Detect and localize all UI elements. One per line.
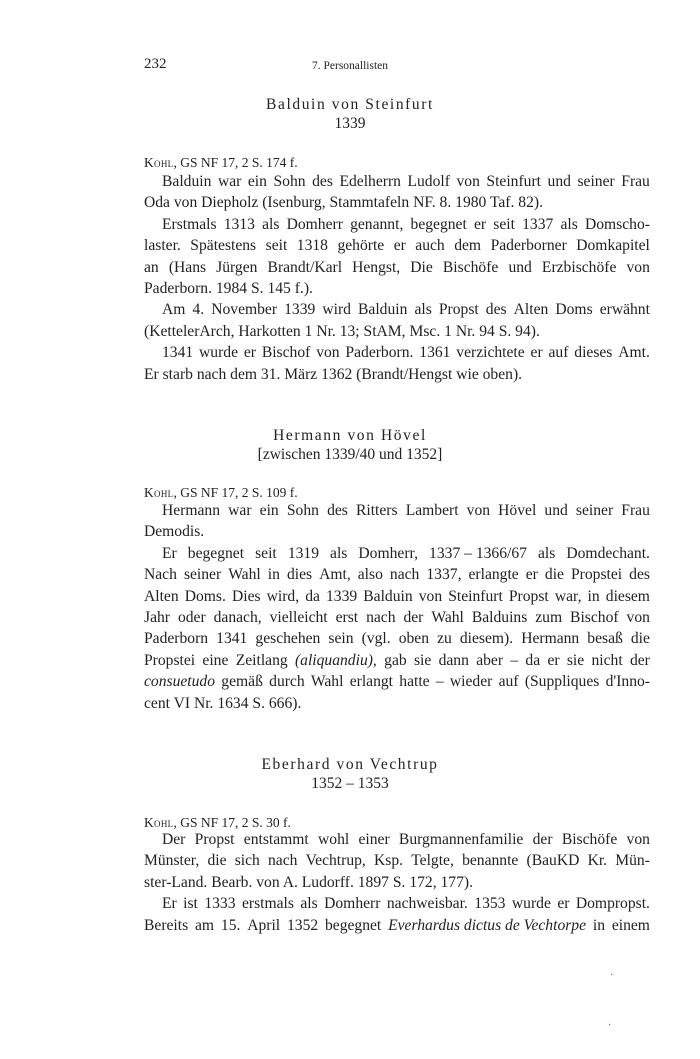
text-line: [144, 915, 650, 936]
word: Domherr,: [358, 544, 418, 562]
word: Spätestens: [190, 237, 257, 255]
word: seiner: [575, 502, 614, 519]
word: Mün-: [615, 852, 650, 870]
word: November: [211, 301, 278, 319]
word: (KettelerArch, Harkotten 1 Nr. 13; StAM, Msc. 1 Nr. 94 S. 94).: [144, 322, 540, 340]
word: Erzbischöfe: [541, 258, 617, 276]
text-line: [144, 214, 650, 235]
word: des: [327, 502, 348, 519]
word: auch: [415, 237, 445, 255]
word: nach: [268, 852, 298, 870]
word: des: [312, 173, 333, 190]
word: –: [510, 651, 519, 669]
word: des: [629, 566, 650, 584]
word: Telgte,: [411, 852, 454, 870]
word: wurde: [199, 344, 239, 362]
word: entstammt: [243, 831, 309, 848]
reference-line: [144, 485, 298, 501]
word: Alten: [513, 301, 549, 319]
word: geschehen: [255, 630, 321, 648]
word: 4.: [192, 301, 205, 319]
running-head: 7. Personallisten: [311, 60, 389, 72]
word: Amt,: [319, 566, 351, 584]
text-line: [144, 257, 650, 278]
word: von: [626, 831, 650, 848]
word: d'Inno-: [605, 673, 650, 691]
text-line: [144, 893, 650, 914]
word: (aliquandiu),: [294, 651, 377, 669]
word: Paderborn.: [345, 344, 414, 362]
word: Er starb nach dem 31. März 1362 (Brandt/Hengst wie oben).: [144, 365, 523, 383]
text-line: [144, 235, 650, 256]
text-line: [144, 872, 650, 893]
entry-dates: [zwischen 1339/40 und 1352]: [257, 446, 443, 463]
word: sein: [328, 630, 354, 648]
word: erst: [335, 608, 359, 626]
word: und: [508, 258, 532, 276]
word: Everhardus dictus de Vechtorpe: [388, 916, 587, 934]
word: Kr.: [587, 852, 608, 870]
word: hatte: [399, 673, 430, 691]
word: der: [629, 651, 650, 669]
word: Hermann: [521, 630, 580, 648]
scan-speck: ·: [608, 1020, 612, 1031]
word: (BauKD: [526, 852, 580, 870]
text-line: [144, 628, 650, 649]
text-line: [144, 586, 650, 607]
word: oder: [177, 608, 206, 626]
word: begegnet: [187, 544, 245, 562]
entry-name: Eberhard von Vechtrup: [261, 756, 439, 773]
word: 1339: [284, 301, 316, 319]
text-line: [144, 521, 650, 542]
reference-author: Kohl: [144, 155, 174, 170]
word: dem: [454, 237, 482, 255]
word: nach: [366, 608, 396, 626]
entry-name: Balduin von Steinfurt: [266, 96, 434, 113]
word: und: [544, 502, 568, 519]
word: diesem).: [459, 630, 514, 648]
word: Zeitlang: [235, 651, 288, 669]
word: Domkapitel: [576, 237, 650, 255]
word: Ritters: [355, 502, 398, 519]
word: danach,: [213, 608, 262, 626]
page-number: 232: [144, 56, 167, 72]
word: also: [357, 566, 383, 584]
word: 1352: [286, 916, 319, 934]
word: Bischöfe: [442, 258, 499, 276]
word: zum: [535, 608, 563, 626]
word: in: [267, 566, 280, 584]
word: 1313: [223, 215, 255, 233]
word: als: [560, 215, 578, 233]
word: als: [262, 215, 280, 233]
word: Demodis.: [144, 523, 205, 541]
word: gab: [384, 651, 407, 669]
word: die: [544, 566, 564, 584]
word: an: [144, 258, 159, 276]
entry-name: Hermann von Hövel: [273, 427, 427, 444]
word: cent VI Nr. 1634 S. 666).: [144, 694, 302, 712]
word: 1341: [162, 344, 194, 362]
word: ein: [247, 173, 267, 190]
word: Bischof: [261, 344, 311, 362]
word: einem: [611, 916, 650, 934]
word: nachweisbar.: [386, 895, 468, 913]
word: Nach: [144, 566, 177, 584]
word: wieder: [449, 673, 493, 691]
word: zu: [437, 630, 452, 648]
word: Münster,: [144, 852, 200, 870]
word: Burgmannenfamilie: [398, 831, 524, 848]
word: Ksp.: [374, 852, 404, 870]
text-line: [144, 671, 650, 692]
word: begegnet: [324, 916, 382, 934]
word: Alten: [144, 587, 179, 605]
word: begegnet: [410, 215, 467, 233]
word: wurde: [511, 895, 551, 913]
word: nicht: [591, 651, 623, 669]
word: laster.: [144, 237, 181, 255]
word: als: [330, 544, 348, 562]
word: 1353: [474, 895, 506, 913]
entry-body: [144, 829, 650, 936]
word: die: [207, 852, 227, 870]
reference-author: Kohl: [144, 485, 174, 500]
word: von: [626, 258, 650, 276]
word: war,: [554, 587, 582, 605]
word: auf: [498, 673, 519, 691]
word: als: [300, 895, 318, 913]
word: sie: [566, 651, 585, 669]
word: Sohn: [286, 502, 319, 519]
word: Doms.: [184, 587, 226, 605]
word: Wahl: [310, 673, 344, 691]
word: 1337,: [426, 566, 462, 584]
word: von: [456, 173, 480, 190]
text-line: [144, 192, 650, 213]
text-line: [144, 342, 650, 363]
word: April: [247, 916, 281, 934]
word: dieses: [574, 344, 613, 362]
word: Dompropst.: [575, 895, 650, 913]
word: er: [473, 215, 487, 233]
word: Domherr: [286, 215, 343, 233]
word: seit: [255, 544, 277, 562]
word: Jahr: [144, 608, 170, 626]
word: (Suppliques: [524, 673, 600, 691]
word: Steinfurt: [448, 587, 503, 605]
text-line: [144, 364, 650, 385]
word: 1333: [204, 895, 236, 913]
word: 1318: [296, 237, 328, 255]
word: ist: [183, 895, 198, 913]
word: aber: [476, 651, 504, 669]
word: Oda von Diepholz (Isenburg, Stammtafeln NF. 8. 1980 Taf. 82).: [144, 194, 543, 212]
word: Frau: [621, 173, 650, 190]
word: da: [525, 651, 541, 669]
word: Domherr: [324, 895, 381, 913]
word: 1337: [522, 215, 554, 233]
word: seit: [493, 215, 515, 233]
word: er: [525, 566, 538, 584]
reference-citation: , GS NF 17, 2 S. 30 f.: [173, 815, 291, 830]
word: als: [538, 544, 556, 562]
word: Paderborner: [490, 237, 567, 255]
word: Wahl: [228, 566, 261, 584]
text-line: [144, 829, 650, 850]
word: Hengst,: [352, 258, 401, 276]
word: 1319: [287, 544, 319, 562]
word: von: [418, 587, 443, 605]
word: Balduin: [162, 173, 212, 190]
word: Propst: [194, 831, 235, 848]
word: sich: [234, 852, 260, 870]
word: wohl: [318, 831, 350, 848]
word: Brandt/Karl: [267, 258, 343, 276]
entry-dates: 1339: [334, 115, 366, 132]
word: die: [630, 630, 650, 648]
reference-author: Kohl: [144, 815, 174, 830]
word: sie: [413, 651, 432, 669]
word: vielleicht: [269, 608, 328, 626]
word: er: [547, 651, 560, 669]
word: Paderborn: [144, 630, 209, 648]
word: benannte: [462, 852, 519, 870]
word: in: [587, 587, 600, 605]
word: Hövel: [498, 502, 537, 519]
word: besaß: [587, 630, 623, 648]
word: Balduins: [471, 608, 528, 626]
scan-speck: ·: [610, 970, 614, 981]
word: war: [228, 502, 252, 519]
word: Frau: [621, 502, 650, 519]
word: da: [305, 587, 320, 605]
word: dann: [438, 651, 469, 669]
word: Bereits: [144, 916, 189, 934]
word: Propst: [508, 587, 549, 605]
word: in: [592, 916, 605, 934]
word: Er: [162, 544, 177, 562]
text-line: [144, 607, 650, 628]
reference-citation: , GS NF 17, 2 S. 174 f.: [173, 155, 298, 170]
word: und: [547, 173, 571, 190]
word: Erstmals: [162, 215, 217, 233]
word: des: [485, 301, 507, 319]
entry-dates: 1352 – 1353: [311, 775, 389, 792]
word: auf: [548, 344, 569, 362]
word: seiner: [577, 173, 615, 190]
word: Wahl: [431, 608, 464, 626]
word: Am: [162, 301, 186, 319]
word: 1361: [419, 344, 451, 362]
word: ster-Land. Bearb. von A. Ludorff. 1897 S. 172, 177).: [144, 873, 473, 891]
word: 1341: [216, 630, 248, 648]
word: Er: [162, 895, 177, 913]
text-line: [144, 321, 650, 342]
word: seiner: [183, 566, 222, 584]
word: (Hans: [168, 258, 207, 276]
word: consuetudo: [144, 673, 216, 691]
word: gemäß: [221, 673, 263, 691]
word: Paderborn. 1984 S. 145 f.).: [144, 279, 313, 297]
word: diesem: [605, 587, 650, 605]
word: am: [195, 916, 215, 934]
text-line: [144, 500, 650, 521]
word: Ludolf: [407, 173, 450, 190]
word: 1339: [326, 587, 358, 605]
word: Propstei: [144, 651, 196, 669]
word: Propstei: [571, 566, 623, 584]
text-line: [144, 850, 650, 871]
text-line: [144, 650, 650, 671]
word: als: [414, 301, 432, 319]
word: seit: [265, 237, 288, 255]
word: Balduin: [358, 301, 408, 319]
word: 1337 – 1366/67: [429, 544, 527, 562]
word: von: [626, 608, 650, 626]
word: eine: [202, 651, 229, 669]
word: er: [393, 237, 406, 255]
word: er: [243, 344, 256, 362]
word: erwähnt: [599, 301, 650, 319]
text-line: [144, 171, 650, 192]
word: Lambert: [405, 502, 459, 519]
entry-heading: [0, 755, 700, 793]
word: oben: [398, 630, 430, 648]
word: Propst: [438, 301, 479, 319]
text-line: [144, 278, 650, 299]
word: Amt.: [618, 344, 650, 362]
word: Bischof: [570, 608, 619, 626]
word: gehörte: [337, 237, 385, 255]
word: der: [532, 831, 553, 848]
word: erstmals: [241, 895, 294, 913]
word: Balduin: [363, 587, 413, 605]
word: Vechtrup,: [305, 852, 366, 870]
word: Domscho-: [584, 215, 650, 233]
word: von: [466, 502, 491, 519]
text-line: [144, 564, 650, 585]
word: Der: [162, 831, 186, 848]
word: einer: [358, 831, 390, 848]
word: Edelherrn: [339, 173, 401, 190]
entry-body: [144, 500, 650, 714]
word: Sohn: [273, 173, 306, 190]
text-line: [144, 693, 650, 714]
word: wird,: [266, 587, 300, 605]
word: Die: [410, 258, 433, 276]
word: der: [403, 608, 424, 626]
word: ein: [259, 502, 279, 519]
word: –: [435, 673, 444, 691]
word: (vgl.: [361, 630, 391, 648]
entry-body: [144, 171, 650, 385]
word: er: [557, 895, 570, 913]
word: Bischöfe: [561, 831, 618, 848]
word: verzichtete: [456, 344, 525, 362]
reference-citation: , GS NF 17, 2 S. 109 f.: [173, 485, 298, 500]
word: Hermann: [162, 502, 221, 519]
word: war: [217, 173, 242, 190]
word: dies: [286, 566, 313, 584]
word: von: [316, 344, 340, 362]
word: Dies: [231, 587, 261, 605]
word: wird: [322, 301, 351, 319]
word: nach: [389, 566, 420, 584]
word: genannt,: [350, 215, 404, 233]
word: Steinfurt: [486, 173, 541, 190]
text-line: [144, 543, 650, 564]
word: erlangte: [468, 566, 519, 584]
word: 15.: [220, 916, 241, 934]
reference-line: [144, 155, 298, 171]
word: Jürgen: [216, 258, 258, 276]
entry-heading: [0, 426, 700, 464]
text-line: [144, 299, 650, 320]
word: Domdechant.: [566, 544, 650, 562]
word: Doms: [555, 301, 593, 319]
word: durch: [269, 673, 305, 691]
entry-heading: [0, 95, 700, 133]
word: er: [530, 344, 543, 362]
word: erlangt: [349, 673, 394, 691]
